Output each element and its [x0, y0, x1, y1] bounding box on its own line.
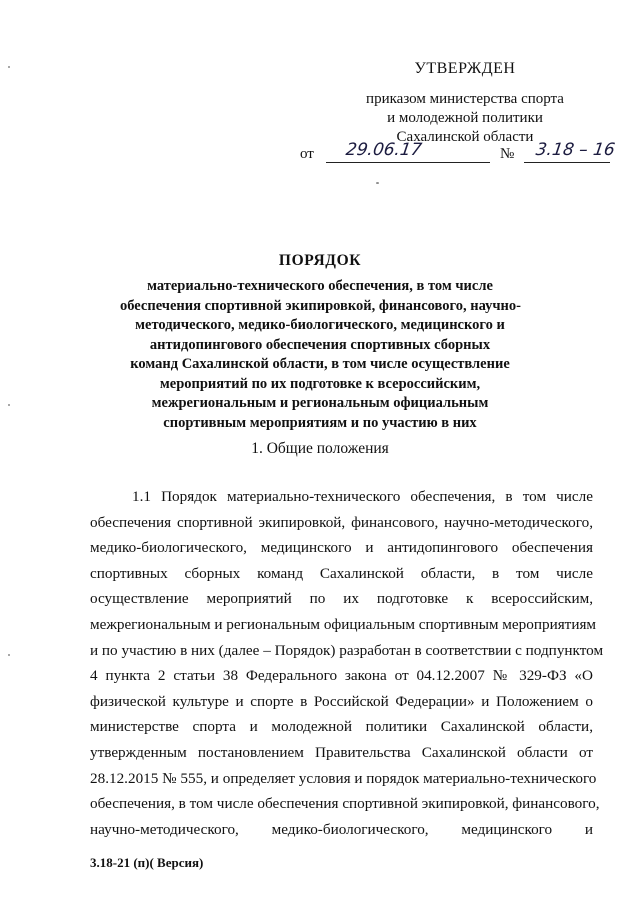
body-line: 28.12.2015 № 555, и определяет условия и порядок материально-технического	[90, 769, 597, 787]
number-underline	[524, 162, 610, 163]
approval-block	[300, 60, 600, 147]
document-subtitle	[120, 277, 520, 433]
approval-reference	[300, 142, 620, 168]
body-line: и по участию в них (далее – Порядок) разработан в соответствии с подпунктом	[90, 641, 604, 659]
body-line: 4 пункта 2 статьи 38 Федерального закона от 04.12.2007 № 329-ФЗ «О	[90, 667, 593, 685]
scan-speck	[376, 182, 379, 184]
body-line: физической культуре и спорте в Российской Федерации» и Положением о	[90, 692, 593, 710]
number-label: №	[500, 146, 515, 162]
subtitle-line: команд Сахалинской области, в том числе осуществление	[130, 356, 510, 372]
approval-heading: УТВЕРЖДЕН	[414, 60, 516, 77]
body-line: 1.1 Порядок материально-технического обеспечения, в том числе	[132, 488, 593, 505]
approval-line: приказом министерства спорта	[366, 91, 564, 107]
subtitle-line: материально-технического обеспечения, в том числе	[147, 278, 493, 294]
subtitle-line: спортивным мероприятиям и по участию в них	[163, 414, 477, 431]
body-line: утвержденным постановлением Правительства Сахалинской области от	[90, 743, 593, 761]
body-line: научно-методического, медико-биологического, медицинского и	[90, 820, 593, 838]
from-label: от	[300, 146, 314, 162]
body-line: медико-биологического, медицинского и антидопингового обеспечения	[90, 539, 593, 557]
scan-speck	[8, 66, 10, 68]
scan-speck	[8, 404, 10, 406]
approval-line: и молодежной политики	[387, 110, 543, 126]
subtitle-line: межрегиональным и региональным официальным	[151, 395, 489, 411]
body-line: министерстве спорта и молодежной политики Сахалинской области,	[90, 718, 593, 736]
body-line: обеспечения, в том числе обеспечения спортивной экипировкой, финансового,	[90, 795, 600, 813]
footer-version: 3.18-21 (п)( Версия)	[90, 855, 204, 870]
subtitle-line: методического, медико-биологического, медицинского и	[135, 317, 505, 333]
subtitle-line: обеспечения спортивной экипировкой, финансового, научно-	[120, 297, 521, 314]
handwritten-date: 29.06.17	[344, 140, 424, 160]
scan-speck	[8, 654, 10, 656]
handwritten-number: 3.18 – 16	[534, 140, 617, 160]
section-heading: 1. Общие положения	[251, 440, 389, 457]
body-line: спортивных сборных команд Сахалинской области, в том числе	[90, 564, 593, 582]
approval-line: Сахалинской области	[396, 129, 534, 145]
body-paragraph	[90, 484, 604, 842]
body-line: межрегиональным и региональным официальным спортивным мероприятиям	[90, 615, 597, 633]
subtitle-line: мероприятий по их подготовке к всероссийским,	[159, 375, 481, 392]
subtitle-line: антидопингового обеспечения спортивных сборных	[149, 336, 491, 353]
date-underline	[326, 162, 490, 163]
body-line: осуществление мероприятий по их подготовке к всероссийским,	[90, 590, 593, 608]
body-line: обеспечения спортивной экипировкой, финансового, научно-методического,	[90, 513, 593, 531]
document-title: ПОРЯДОК	[278, 252, 362, 269]
